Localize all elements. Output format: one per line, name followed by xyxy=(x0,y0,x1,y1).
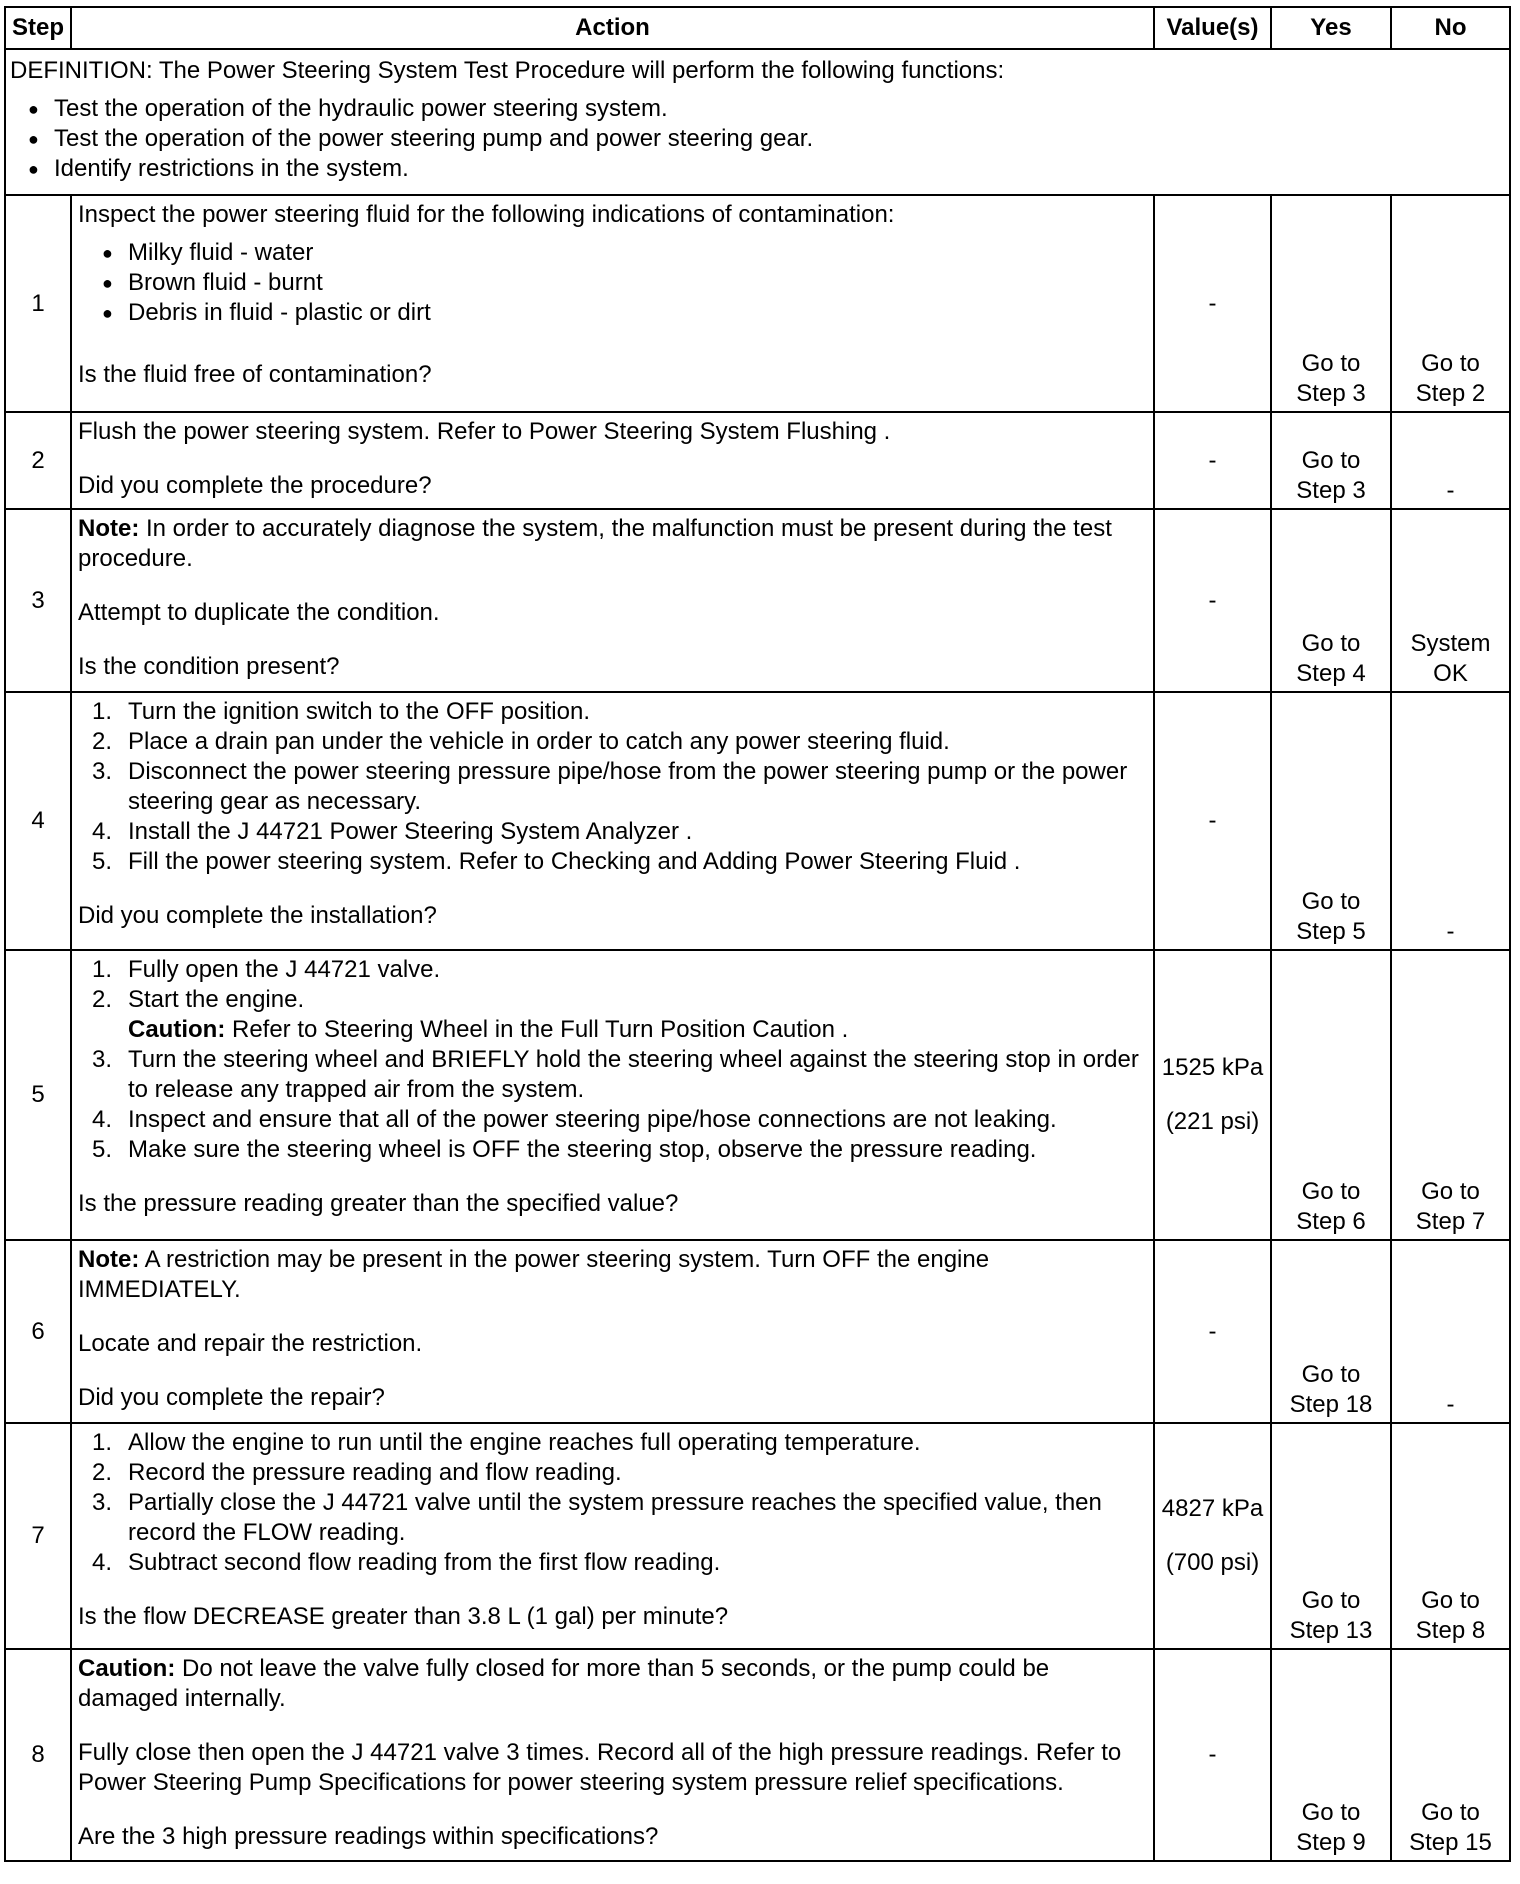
definition-cell xyxy=(5,49,1510,195)
action-middle: Attempt to duplicate the condition. xyxy=(78,599,440,626)
note-text: A restriction may be present in the power steering system. Turn OFF the engine IMMEDIATELY. xyxy=(78,1246,990,1303)
table-row xyxy=(5,509,1510,692)
list-item xyxy=(78,727,1147,757)
no-line: Go to xyxy=(1421,350,1480,377)
action-cell xyxy=(71,1423,1154,1649)
step-number: 2 xyxy=(5,412,71,509)
list-item xyxy=(78,847,1147,877)
no-cell xyxy=(1391,1423,1510,1649)
yes-line: Step 9 xyxy=(1296,1829,1366,1856)
table-row xyxy=(5,195,1510,412)
no-line: System xyxy=(1410,630,1491,657)
no-cell xyxy=(1391,195,1510,412)
note-label: Note: xyxy=(78,1246,140,1273)
no-line: OK xyxy=(1433,660,1468,687)
yes-line: Step 6 xyxy=(1296,1208,1366,1235)
action-cell xyxy=(71,950,1154,1240)
list-item xyxy=(78,757,1147,817)
yes-cell xyxy=(1271,692,1391,950)
no-cell xyxy=(1391,509,1510,692)
definition-row xyxy=(5,49,1510,195)
action-question: Did you complete the procedure? xyxy=(78,472,432,499)
item-number: 4. xyxy=(92,1106,113,1133)
step-number: 8 xyxy=(5,1649,71,1861)
item-number: 4. xyxy=(92,1549,113,1576)
list-item xyxy=(78,697,1147,727)
yes-cell xyxy=(1271,412,1391,509)
item-text: Record the pressure reading and flow reading. xyxy=(128,1459,622,1486)
step-number: 4 xyxy=(5,692,71,950)
item-text: Install the J 44721 Power Steering System Analyzer . xyxy=(128,818,693,845)
list-item xyxy=(78,1458,1147,1488)
item-number: 5. xyxy=(92,848,113,875)
yes-line: Go to xyxy=(1301,1361,1361,1388)
table-row xyxy=(5,950,1510,1240)
value-line: (221 psi) xyxy=(1165,1108,1260,1135)
list-item xyxy=(78,1105,1147,1135)
action-middle: Locate and repair the restriction. xyxy=(78,1330,423,1357)
item-text: Start the engine. xyxy=(128,986,305,1013)
yes-line: Step 3 xyxy=(1296,477,1366,504)
item-text: Turn the ignition switch to the OFF position. xyxy=(128,698,590,725)
no-line: Step 8 xyxy=(1415,1617,1486,1644)
item-number: 2. xyxy=(92,728,113,755)
yes-line: Go to xyxy=(1301,1178,1361,1205)
item-text: Place a drain pan under the vehicle in order to catch any power steering fluid. xyxy=(128,728,950,755)
value-line: 4827 kPa xyxy=(1161,1495,1264,1522)
list-item xyxy=(78,1045,1147,1105)
definition-text: DEFINITION: The Power Steering System Test Procedure will perform the following functions: xyxy=(10,57,1005,84)
list-item: ● Brown fluid - burnt xyxy=(102,268,1147,298)
value-cell: - xyxy=(1154,692,1271,950)
list-item: ● Milky fluid - water xyxy=(102,238,1147,268)
list-item xyxy=(78,985,1147,1045)
item-text: Make sure the steering wheel is OFF the steering stop, observe the pressure reading. xyxy=(128,1136,1037,1163)
yes-cell xyxy=(1271,1649,1391,1861)
list-item: ● Identify restrictions in the system. xyxy=(28,154,1505,184)
action-question: Did you complete the repair? xyxy=(78,1384,385,1411)
yes-line: Go to xyxy=(1301,350,1361,377)
action-question: Is the fluid free of contamination? xyxy=(78,361,432,388)
table-row xyxy=(5,1423,1510,1649)
list-item xyxy=(78,1488,1147,1548)
no-cell xyxy=(1391,950,1510,1240)
value-cell: - xyxy=(1154,412,1271,509)
no-cell: - xyxy=(1391,692,1510,950)
table-row xyxy=(5,1649,1510,1861)
item-number: 3. xyxy=(92,1489,113,1516)
action-question: Is the condition present? xyxy=(78,653,340,680)
value-cell: - xyxy=(1154,509,1271,692)
item-number: 4. xyxy=(92,818,113,845)
action-steps xyxy=(78,955,1147,1165)
table-row xyxy=(5,412,1510,509)
yes-line: Step 5 xyxy=(1296,918,1366,945)
action-intro: Flush the power steering system. Refer to Power Steering System Flushing . xyxy=(78,418,891,445)
caution-label: Caution: xyxy=(78,1655,176,1682)
action-cell xyxy=(71,1649,1154,1861)
item-number: 5. xyxy=(92,1136,113,1163)
action-steps xyxy=(78,697,1147,877)
list-item xyxy=(78,1548,1147,1578)
action-cell xyxy=(71,1240,1154,1423)
item-text: Partially close the J 44721 valve until the system pressure reaches the specified value, then record the FLOW reading. xyxy=(128,1489,1102,1546)
action-caution xyxy=(78,1654,1147,1714)
yes-line: Go to xyxy=(1301,1799,1361,1826)
note-text: In order to accurately diagnose the system, the malfunction must be present during the test procedure. xyxy=(78,515,1112,572)
action-question: Is the pressure reading greater than the specified value? xyxy=(78,1190,679,1217)
item-text: Turn the steering wheel and BRIEFLY hold the steering wheel against the steering stop in order to release any trapped air from the system. xyxy=(128,1046,1139,1103)
header-row xyxy=(5,7,1510,49)
item-text: Fill the power steering system. Refer to Checking and Adding Power Steering Fluid . xyxy=(128,848,1021,875)
definition-list xyxy=(28,94,1505,184)
yes-cell xyxy=(1271,950,1391,1240)
item-text: Fully open the J 44721 valve. xyxy=(128,956,441,983)
no-line: Go to xyxy=(1421,1587,1480,1614)
list-item xyxy=(78,1428,1147,1458)
action-question: Is the flow DECREASE greater than 3.8 L (1 gal) per minute? xyxy=(78,1603,729,1630)
yes-cell xyxy=(1271,1423,1391,1649)
yes-line: Step 3 xyxy=(1296,380,1366,407)
list-item: ● Debris in fluid - plastic or dirt xyxy=(102,298,1147,328)
no-line: Step 15 xyxy=(1409,1829,1492,1856)
action-note xyxy=(78,514,1147,574)
action-steps xyxy=(78,1428,1147,1578)
item-number: 1. xyxy=(92,1429,113,1456)
note-label: Note: xyxy=(78,515,140,542)
item-number: 1. xyxy=(92,698,113,725)
action-intro: Inspect the power steering fluid for the following indications of contamination: xyxy=(78,201,895,228)
yes-line: Step 13 xyxy=(1289,1617,1373,1644)
action-cell xyxy=(71,195,1154,412)
step-number: 7 xyxy=(5,1423,71,1649)
caution-text: Refer to Steering Wheel in the Full Turn Position Caution . xyxy=(225,1016,849,1043)
value-cell: - xyxy=(1154,195,1271,412)
item-number: 2. xyxy=(92,1459,113,1486)
header-no: No xyxy=(1391,7,1510,49)
value-cell: - xyxy=(1154,1240,1271,1423)
list-item: ● Test the operation of the hydraulic power steering system. xyxy=(28,94,1505,124)
value-cell xyxy=(1154,950,1271,1240)
header-action: Action xyxy=(71,7,1154,49)
table-row xyxy=(5,1240,1510,1423)
item-number: 3. xyxy=(92,1046,113,1073)
action-question: Did you complete the installation? xyxy=(78,902,437,929)
item-number: 1. xyxy=(92,956,113,983)
header-yes: Yes xyxy=(1271,7,1391,49)
caution-text: Do not leave the valve fully closed for more than 5 seconds, or the pump could be damaged internally. xyxy=(78,1655,1050,1712)
yes-cell xyxy=(1271,1240,1391,1423)
action-list xyxy=(102,238,1147,328)
item-text: Subtract second flow reading from the first flow reading. xyxy=(128,1549,721,1576)
action-middle: Fully close then open the J 44721 valve 3 times. Record all of the high pressure readings. Refer to Power Steering Pump Specifications for power steering system pressure relief specifications. xyxy=(78,1739,1122,1796)
table-row xyxy=(5,692,1510,950)
step-number: 5 xyxy=(5,950,71,1240)
value-line: (700 psi) xyxy=(1165,1549,1260,1576)
no-line: Go to xyxy=(1421,1178,1480,1205)
step-number: 6 xyxy=(5,1240,71,1423)
step-number: 3 xyxy=(5,509,71,692)
no-cell xyxy=(1391,1649,1510,1861)
list-item xyxy=(78,1135,1147,1165)
action-cell xyxy=(71,509,1154,692)
header-values: Value(s) xyxy=(1154,7,1271,49)
item-number: 2. xyxy=(92,986,113,1013)
item-text: Inspect and ensure that all of the power steering pipe/hose connections are not leaking. xyxy=(128,1106,1057,1133)
yes-line: Go to xyxy=(1301,447,1361,474)
yes-line: Step 4 xyxy=(1296,660,1366,687)
no-line: Step 7 xyxy=(1415,1208,1486,1235)
value-line: 1525 kPa xyxy=(1161,1054,1264,1081)
yes-line: Go to xyxy=(1301,888,1361,915)
no-cell: - xyxy=(1391,412,1510,509)
action-cell xyxy=(71,692,1154,950)
action-question: Are the 3 high pressure readings within specifications? xyxy=(78,1823,659,1850)
item-text: Disconnect the power steering pressure pipe/hose from the power steering pump or the power steering gear as necessary. xyxy=(128,758,1128,815)
header-step: Step xyxy=(5,7,71,49)
yes-line: Step 18 xyxy=(1289,1391,1373,1418)
value-cell xyxy=(1154,1423,1271,1649)
list-item xyxy=(78,817,1147,847)
item-number: 3. xyxy=(92,758,113,785)
procedure-table xyxy=(4,6,1511,1862)
yes-line: Go to xyxy=(1301,630,1361,657)
no-line: Go to xyxy=(1421,1799,1480,1826)
item-text: Allow the engine to run until the engine reaches full operating temperature. xyxy=(128,1429,921,1456)
value-cell: - xyxy=(1154,1649,1271,1861)
action-cell xyxy=(71,412,1154,509)
yes-line: Go to xyxy=(1301,1587,1361,1614)
no-cell: - xyxy=(1391,1240,1510,1423)
list-item: ● Test the operation of the power steering pump and power steering gear. xyxy=(28,124,1505,154)
caution-label: Caution: xyxy=(128,1016,226,1043)
step-number: 1 xyxy=(5,195,71,412)
no-line: Step 2 xyxy=(1415,380,1486,407)
action-note xyxy=(78,1245,1147,1305)
yes-cell xyxy=(1271,195,1391,412)
yes-cell xyxy=(1271,509,1391,692)
list-item xyxy=(78,955,1147,985)
